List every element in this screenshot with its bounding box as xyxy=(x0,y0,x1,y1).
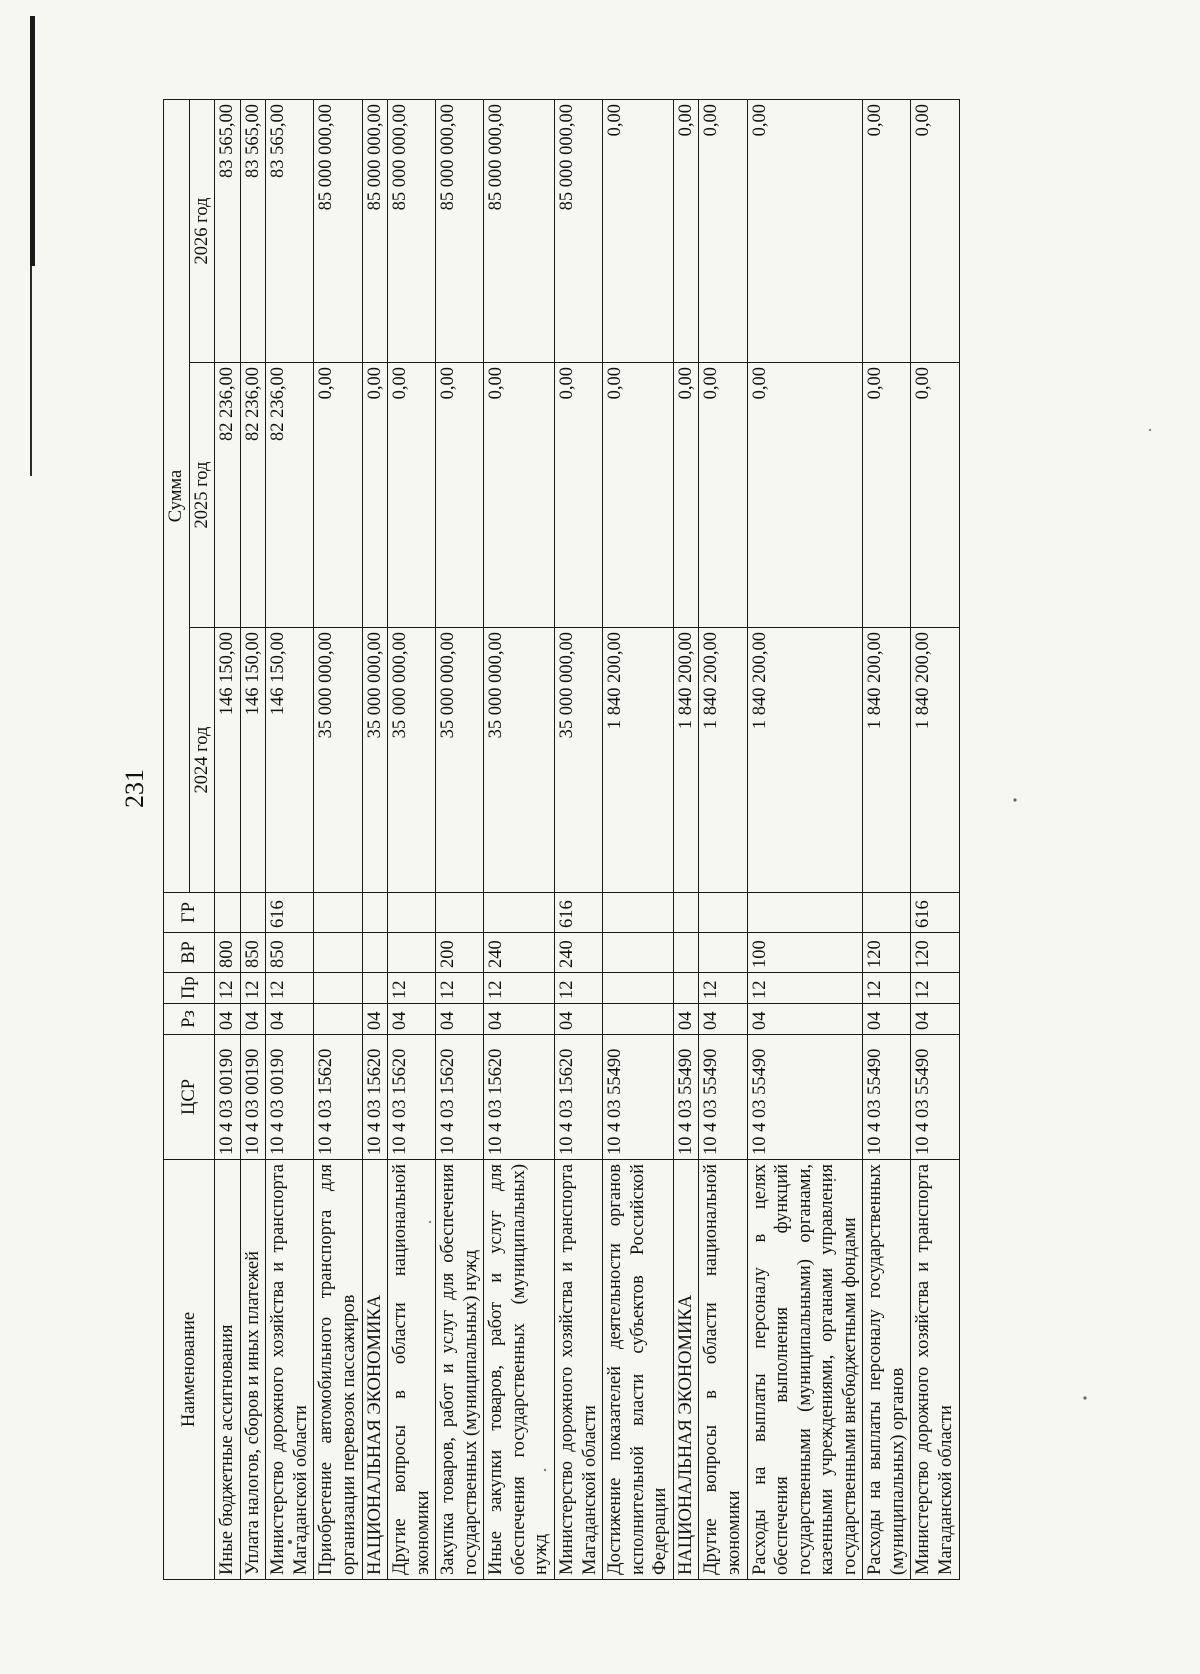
table-row xyxy=(215,99,241,1579)
cell-rz: 04 xyxy=(362,1004,388,1035)
cell-vr: 200 xyxy=(436,933,484,973)
cell-vr: 240 xyxy=(555,933,603,973)
page-number: 231 xyxy=(120,769,149,808)
cell-vr xyxy=(314,933,362,973)
cell-amount-2025: 82 236,00 xyxy=(215,363,241,628)
table-body xyxy=(215,99,959,1579)
cell-amount-2026: 83 565,00 xyxy=(215,99,241,362)
cell-rz: 04 xyxy=(215,1004,241,1035)
cell-csr: 10 4 03 15620 xyxy=(362,1035,388,1160)
cell-amount-2025: 0,00 xyxy=(699,363,747,628)
table-wrapper xyxy=(163,100,1013,1580)
cell-rz xyxy=(603,1004,674,1035)
cell-amount-2025: 0,00 xyxy=(388,363,436,628)
cell-gr xyxy=(436,893,484,933)
cell-amount-2026: 85 000 000,00 xyxy=(484,99,555,362)
cell-gr: 616 xyxy=(555,893,603,933)
cell-amount-2025: 0,00 xyxy=(911,363,959,628)
cell-rz: 04 xyxy=(240,1004,266,1035)
cell-name: Министерство дорожного хозяйства и транспорта Магаданской области xyxy=(266,1160,314,1580)
cell-gr xyxy=(314,893,362,933)
cell-amount-2024: 1 840 200,00 xyxy=(673,628,699,893)
cell-amount-2026: 85 000 000,00 xyxy=(555,99,603,362)
cell-gr: 616 xyxy=(911,893,959,933)
cell-amount-2026: 0,00 xyxy=(863,99,911,362)
cell-name: Уплата налогов, сборов и иных платежей xyxy=(240,1160,266,1580)
header-year-2025: 2025 год xyxy=(189,363,215,628)
cell-vr: 120 xyxy=(911,933,959,973)
cell-gr xyxy=(388,893,436,933)
cell-gr xyxy=(484,893,555,933)
header-vr: ВР xyxy=(164,933,215,973)
cell-csr: 10 4 03 15620 xyxy=(436,1035,484,1160)
cell-pr xyxy=(314,973,362,1004)
cell-csr: 10 4 03 15620 xyxy=(555,1035,603,1160)
cell-amount-2024: 35 000 000,00 xyxy=(314,628,362,893)
cell-amount-2026: 83 565,00 xyxy=(266,99,314,362)
table-row xyxy=(863,99,911,1579)
cell-amount-2025: 0,00 xyxy=(436,363,484,628)
cell-name: Приобретение автомобильного транспорта для организации перевозок пассажиров xyxy=(314,1160,362,1580)
cell-rz: 04 xyxy=(388,1004,436,1035)
cell-gr xyxy=(699,893,747,933)
cell-csr: 10 4 03 55490 xyxy=(911,1035,959,1160)
cell-vr xyxy=(388,933,436,973)
cell-name: Закупка товаров, работ и услуг для обеспечения государственных (муниципальных) нужд xyxy=(436,1160,484,1580)
cell-rz: 04 xyxy=(911,1004,959,1035)
cell-amount-2024: 35 000 000,00 xyxy=(484,628,555,893)
table-row xyxy=(555,99,603,1579)
cell-pr: 12 xyxy=(555,973,603,1004)
cell-vr xyxy=(603,933,674,973)
cell-rz: 04 xyxy=(555,1004,603,1035)
cell-name: Министерство дорожного хозяйства и транспорта Магаданской области xyxy=(911,1160,959,1580)
cell-gr xyxy=(215,893,241,933)
cell-amount-2024: 146 150,00 xyxy=(266,628,314,893)
header-name: Наименование xyxy=(164,1160,215,1580)
cell-gr xyxy=(673,893,699,933)
table-row xyxy=(314,99,362,1579)
cell-amount-2025: 0,00 xyxy=(362,363,388,628)
cell-vr xyxy=(673,933,699,973)
cell-name: Министерство дорожного хозяйства и транспорта Магаданской области xyxy=(555,1160,603,1580)
cell-pr: 12 xyxy=(911,973,959,1004)
cell-csr: 10 4 03 15620 xyxy=(314,1035,362,1160)
table-header-row xyxy=(164,99,190,1579)
cell-gr xyxy=(362,893,388,933)
cell-vr: 850 xyxy=(240,933,266,973)
cell-amount-2024: 35 000 000,00 xyxy=(555,628,603,893)
table-row xyxy=(747,99,863,1579)
cell-pr: 12 xyxy=(747,973,863,1004)
cell-rz: 04 xyxy=(863,1004,911,1035)
table-row xyxy=(699,99,747,1579)
cell-csr: 10 4 03 55490 xyxy=(699,1035,747,1160)
cell-name: Иные бюджетные ассигнования xyxy=(215,1160,241,1580)
table-row xyxy=(436,99,484,1579)
cell-pr: 12 xyxy=(266,973,314,1004)
cell-vr: 120 xyxy=(863,933,911,973)
cell-amount-2024: 1 840 200,00 xyxy=(747,628,863,893)
cell-amount-2026: 85 000 000,00 xyxy=(314,99,362,362)
table-row xyxy=(484,99,555,1579)
cell-name: Расходы на выплаты персоналу в целях обеспечения выполнения функций государственными (муниципальными) органами, казенными учреждениями, органами управления государственными внебюджетными фондами xyxy=(747,1160,863,1580)
cell-gr xyxy=(603,893,674,933)
table-row xyxy=(911,99,959,1579)
table-row xyxy=(388,99,436,1579)
cell-pr: 12 xyxy=(388,973,436,1004)
cell-amount-2026: 85 000 000,00 xyxy=(436,99,484,362)
cell-rz: 04 xyxy=(436,1004,484,1035)
cell-pr xyxy=(362,973,388,1004)
cell-pr xyxy=(603,973,674,1004)
cell-csr: 10 4 03 00190 xyxy=(215,1035,241,1160)
cell-csr: 10 4 03 00190 xyxy=(266,1035,314,1160)
cell-amount-2025: 0,00 xyxy=(673,363,699,628)
cell-name: НАЦИОНАЛЬНАЯ ЭКОНОМИКА xyxy=(673,1160,699,1580)
cell-csr: 10 4 03 55490 xyxy=(863,1035,911,1160)
header-year-2026: 2026 год xyxy=(189,99,215,362)
cell-amount-2024: 1 840 200,00 xyxy=(911,628,959,893)
cell-amount-2024: 1 840 200,00 xyxy=(863,628,911,893)
cell-amount-2026: 0,00 xyxy=(911,99,959,362)
header-pr: Пр xyxy=(164,973,215,1004)
cell-amount-2025: 0,00 xyxy=(863,363,911,628)
cell-amount-2024: 1 840 200,00 xyxy=(603,628,674,893)
cell-name: Иные закупки товаров, работ и услуг для обеспечения государственных (муниципальных) нужд xyxy=(484,1160,555,1580)
header-year-2024: 2024 год xyxy=(189,628,215,893)
cell-amount-2024: 35 000 000,00 xyxy=(436,628,484,893)
header-rz: Рз xyxy=(164,1004,215,1035)
cell-amount-2025: 0,00 xyxy=(555,363,603,628)
table-row xyxy=(603,99,674,1579)
cell-pr: 12 xyxy=(863,973,911,1004)
cell-pr: 12 xyxy=(436,973,484,1004)
cell-name: Другие вопросы в области национальной экономики xyxy=(388,1160,436,1580)
cell-csr: 10 4 03 15620 xyxy=(484,1035,555,1160)
cell-amount-2026: 85 000 000,00 xyxy=(388,99,436,362)
cell-pr: 12 xyxy=(699,973,747,1004)
cell-amount-2025: 0,00 xyxy=(484,363,555,628)
cell-amount-2025: 82 236,00 xyxy=(266,363,314,628)
cell-amount-2025: 0,00 xyxy=(314,363,362,628)
cell-rz xyxy=(314,1004,362,1035)
header-sum: Сумма xyxy=(164,99,190,892)
cell-amount-2025: 0,00 xyxy=(747,363,863,628)
table-row xyxy=(240,99,266,1579)
cell-amount-2026: 0,00 xyxy=(603,99,674,362)
cell-rz: 04 xyxy=(747,1004,863,1035)
cell-rz: 04 xyxy=(699,1004,747,1035)
cell-amount-2026: 83 565,00 xyxy=(240,99,266,362)
cell-vr: 100 xyxy=(747,933,863,973)
cell-gr xyxy=(747,893,863,933)
cell-pr: 12 xyxy=(215,973,241,1004)
cell-amount-2025: 82 236,00 xyxy=(240,363,266,628)
cell-csr: 10 4 03 55490 xyxy=(747,1035,863,1160)
cell-amount-2024: 146 150,00 xyxy=(240,628,266,893)
cell-amount-2026: 85 000 000,00 xyxy=(362,99,388,362)
cell-pr: 12 xyxy=(484,973,555,1004)
cell-gr: 616 xyxy=(266,893,314,933)
cell-gr xyxy=(240,893,266,933)
cell-amount-2024: 35 000 000,00 xyxy=(388,628,436,893)
cell-rz: 04 xyxy=(266,1004,314,1035)
cell-csr: 10 4 03 15620 xyxy=(388,1035,436,1160)
cell-csr: 10 4 03 00190 xyxy=(240,1035,266,1160)
cell-vr xyxy=(362,933,388,973)
cell-csr: 10 4 03 55490 xyxy=(673,1035,699,1160)
cell-amount-2025: 0,00 xyxy=(603,363,674,628)
cell-vr xyxy=(699,933,747,973)
cell-gr xyxy=(863,893,911,933)
table-row xyxy=(266,99,314,1579)
cell-name: Расходы на выплаты персоналу государственных (муниципальных) органов xyxy=(863,1160,911,1580)
cell-name: НАЦИОНАЛЬНАЯ ЭКОНОМИКА xyxy=(362,1160,388,1580)
cell-pr xyxy=(673,973,699,1004)
cell-pr: 12 xyxy=(240,973,266,1004)
cell-amount-2024: 1 840 200,00 xyxy=(699,628,747,893)
cell-name: Другие вопросы в области национальной экономики xyxy=(699,1160,747,1580)
table-row xyxy=(362,99,388,1579)
table-row xyxy=(673,99,699,1579)
cell-vr: 850 xyxy=(266,933,314,973)
cell-amount-2024: 35 000 000,00 xyxy=(362,628,388,893)
header-gr: ГР xyxy=(164,893,215,933)
cell-rz: 04 xyxy=(673,1004,699,1035)
header-csr: ЦСР xyxy=(164,1035,215,1160)
cell-csr: 10 4 03 55490 xyxy=(603,1035,674,1160)
cell-amount-2026: 0,00 xyxy=(699,99,747,362)
cell-rz: 04 xyxy=(484,1004,555,1035)
cell-vr: 800 xyxy=(215,933,241,973)
cell-name: Достижение показателей деятельности органов исполнительной власти субъектов Российской Федерации xyxy=(603,1160,674,1580)
cell-amount-2024: 146 150,00 xyxy=(215,628,241,893)
cell-vr: 240 xyxy=(484,933,555,973)
cell-amount-2026: 0,00 xyxy=(673,99,699,362)
budget-table xyxy=(163,99,960,1580)
cell-amount-2026: 0,00 xyxy=(747,99,863,362)
